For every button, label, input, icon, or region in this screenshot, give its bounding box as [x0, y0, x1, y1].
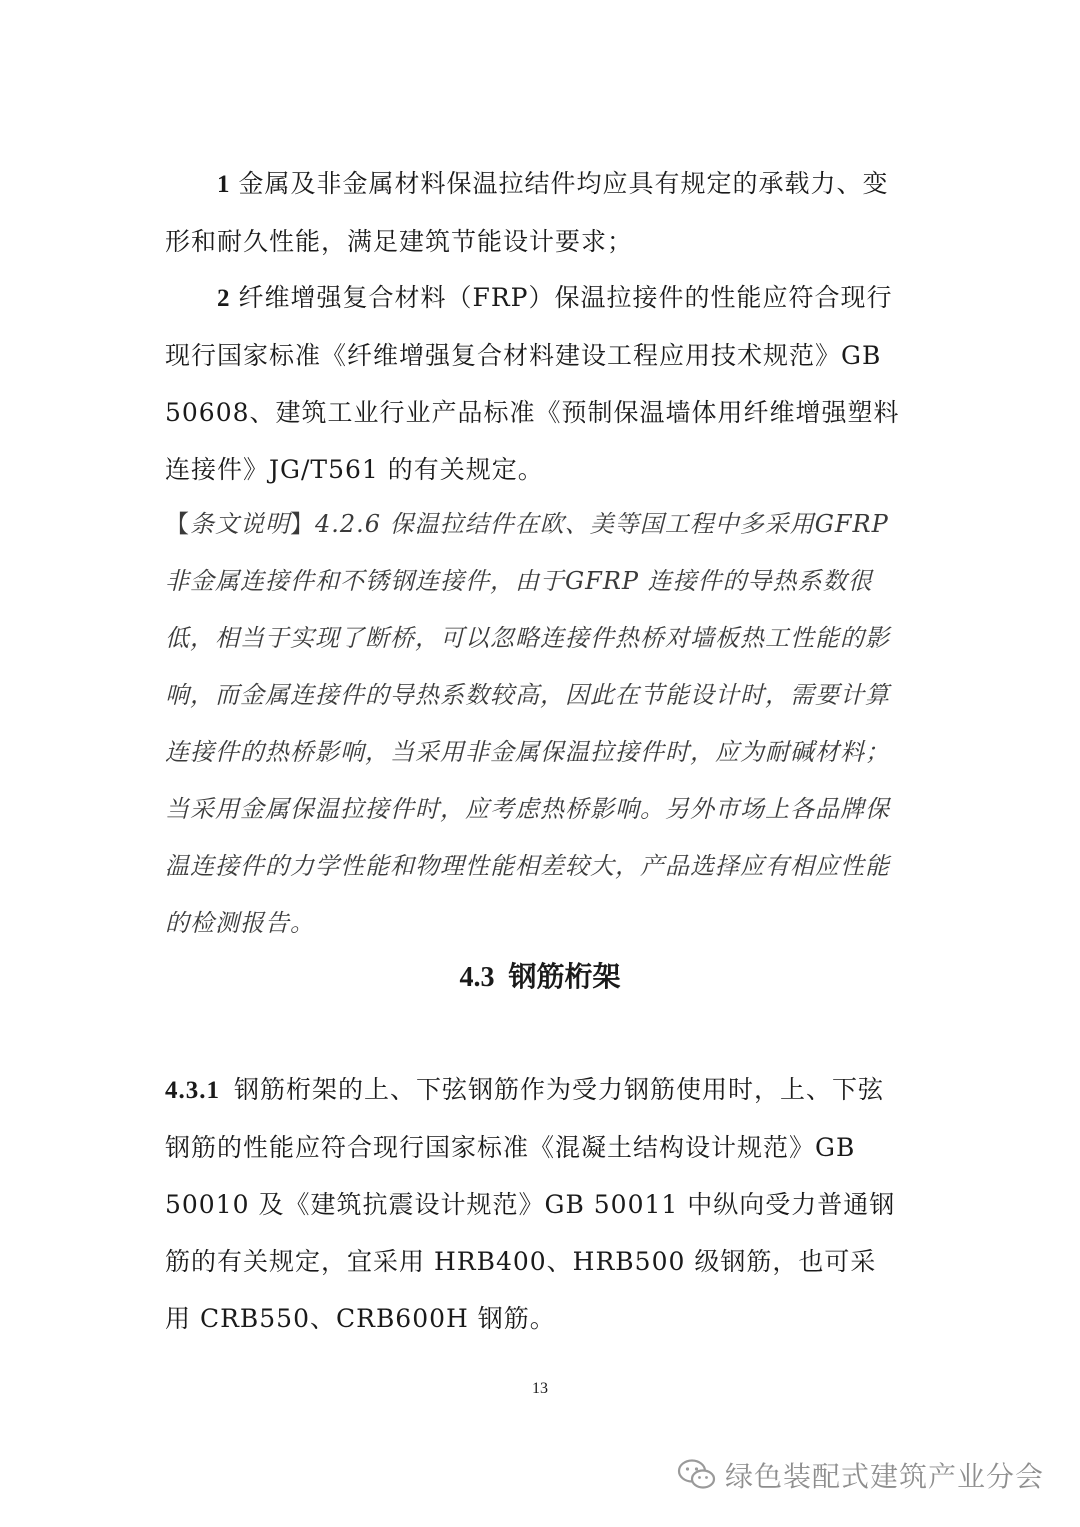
watermark: [677, 1453, 1044, 1497]
section-number: 4.3: [459, 962, 495, 993]
clause-4-3-1-number: 4.3.1: [165, 1077, 220, 1104]
item-1-paragraph: [165, 155, 900, 270]
note-open-bracket: 【: [165, 510, 190, 538]
item-1-text: 金属及非金属材料保温拉结件均应具有规定的承载力、变形和耐久性能，满足建筑节能设计要求；: [165, 169, 889, 256]
clause-explanation: [165, 496, 900, 952]
item-2-text: 纤维增强复合材料（FRP）保温拉接件的性能应符合现行现行国家标准《纤维增强复合材料建设工程应用技术规范》GB 50608、建筑工业行业产品标准《预制保温墙体用纤维增强塑料连接件》JG/T561 的有关规定。: [165, 283, 900, 484]
item-2-paragraph: [165, 269, 900, 498]
wechat-icon: [677, 1458, 717, 1492]
section-title: 钢筋桁架: [508, 960, 621, 993]
clause-4-3-1: [165, 1061, 900, 1347]
item-1-number: 1: [217, 171, 231, 198]
note-close-bracket: 】: [290, 510, 315, 538]
page-number: 13: [532, 1380, 548, 1397]
item-2-number: 2: [217, 285, 231, 312]
watermark-text: 绿色装配式建筑产业分会: [724, 1460, 1044, 1493]
clause-4-3-1-text: 钢筋桁架的上、下弦钢筋作为受力钢筋使用时，上、下弦钢筋的性能应符合现行国家标准《混凝土结构设计规范》GB 50010 及《建筑抗震设计规范》GB 50011 中纵向受力普通钢筋的有关规定，宜采用 HRB400、HRB500 级钢筋，也可采用 CRB550、CRB600H 钢筋。: [165, 1075, 896, 1333]
section-heading: [0, 952, 1080, 1003]
note-text: 4.2.6 保温拉结件在欧、美等国工程中多采用GFRP 非金属连接件和不锈钢连接件，由于GFRP 连接件的导热系数很低，相当于实现了断桥，可以忽略连接件热桥对墙板热工性能的影响，而金属连接件的导热系数较高，因此在节能设计时，需要计算连接件的热桥影响，当采用非金属保温拉接件时，应为耐碱材料；当采用金属保温拉接件时，应考虑热桥影响。另外市场上各品牌保温连接件的力学性能和物理性能相差较大，产品选择应有相应性能的检测报告。: [165, 510, 890, 937]
note-label: 条文说明: [190, 510, 290, 538]
